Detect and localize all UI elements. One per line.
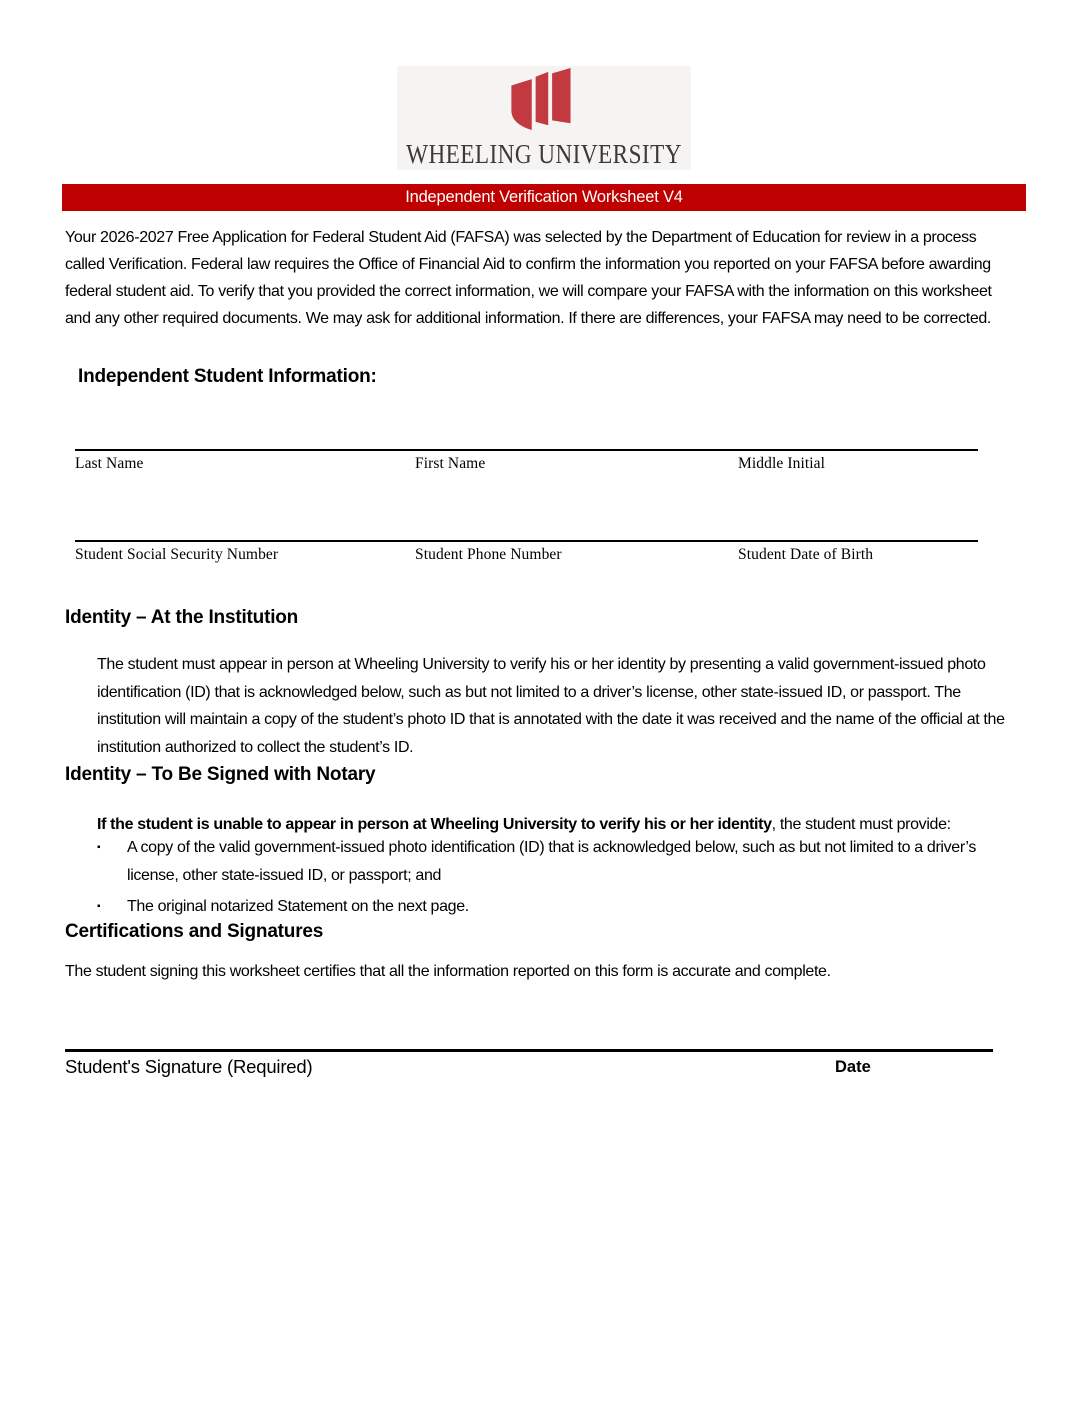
identity-institution-heading: Identity – At the Institution <box>65 607 299 628</box>
university-name: WHEELING UNIVERSITY <box>406 139 682 169</box>
wheeling-w-flags-icon <box>509 66 573 134</box>
identity-notary-lead-bold: If the student is unable to appear in person at Wheeling University to verify his or her identity <box>97 816 772 833</box>
form-title-banner <box>62 184 1026 211</box>
student-info-heading: Independent Student Information: <box>78 366 377 387</box>
name-fields-row <box>75 449 978 511</box>
notary-bullet-statement: The original notarized Statement on the next page. <box>127 898 469 915</box>
middle-initial-field[interactable] <box>738 451 978 479</box>
university-logo <box>397 66 691 170</box>
ssn-field[interactable] <box>75 542 405 570</box>
student-signature-label: Student's Signature (Required) <box>65 1056 313 1077</box>
phone-label: Student Phone Number <box>415 546 562 563</box>
first-name-label: First Name <box>415 455 486 472</box>
first-name-field[interactable] <box>415 451 725 479</box>
identity-notary-heading: Identity – To Be Signed with Notary <box>65 764 376 785</box>
last-name-label: Last Name <box>75 455 144 472</box>
list-item <box>97 834 1005 889</box>
square-bullet-icon: ▪ <box>97 842 101 853</box>
last-name-field[interactable] <box>75 451 405 479</box>
notary-requirements-list <box>97 834 1005 925</box>
certifications-heading: Certifications and Signatures <box>65 921 324 942</box>
contact-fields-row <box>75 540 978 602</box>
square-bullet-icon: ▪ <box>97 901 101 912</box>
identity-institution-paragraph: The student must appear in person at Wheeling University to verify his or her identity by presenting a valid government-issued photo identification (ID) that is acknowledged below, such as but not limited to a driver’s license, other state-issued ID, or passport. The institution will maintain a copy of the student’s photo ID that is annotated with the date it was received and the name of the official at the institution authorized to collect the student’s ID. <box>97 656 1005 756</box>
form-title: Independent Verification Worksheet V4 <box>405 188 683 206</box>
intro-paragraph: Your 2026-2027 Free Application for Federal Student Aid (FAFSA) was selected by the Department of Education for review in a process called Verification. Federal law requires the Office of Financial Aid to confirm the information you reported on your FAFSA before awarding federal student aid. To verify that you provided the correct information, we will compare your FAFSA with the information on this worksheet and any other required documents. We may ask for additional information. If there are differences, your FAFSA may need to be corrected. <box>65 229 992 327</box>
signature-row[interactable] <box>65 1049 993 1094</box>
phone-field[interactable] <box>415 542 725 570</box>
middle-initial-label: Middle Initial <box>738 455 826 472</box>
notary-bullet-id-copy: A copy of the valid government-issued photo identification (ID) that is acknowledged below, such as but not limited to a driver’s license, other state-issued ID, or passport; and <box>127 839 976 884</box>
dob-label: Student Date of Birth <box>738 546 874 563</box>
list-item <box>97 893 1005 921</box>
dob-field[interactable] <box>738 542 978 570</box>
identity-notary-lead-rest: , the student must provide: <box>771 816 951 833</box>
certifications-paragraph: The student signing this worksheet certifies that all the information reported on this form is accurate and complete. <box>65 963 831 980</box>
ssn-label: Student Social Security Number <box>75 546 279 563</box>
date-label: Date <box>835 1058 871 1076</box>
